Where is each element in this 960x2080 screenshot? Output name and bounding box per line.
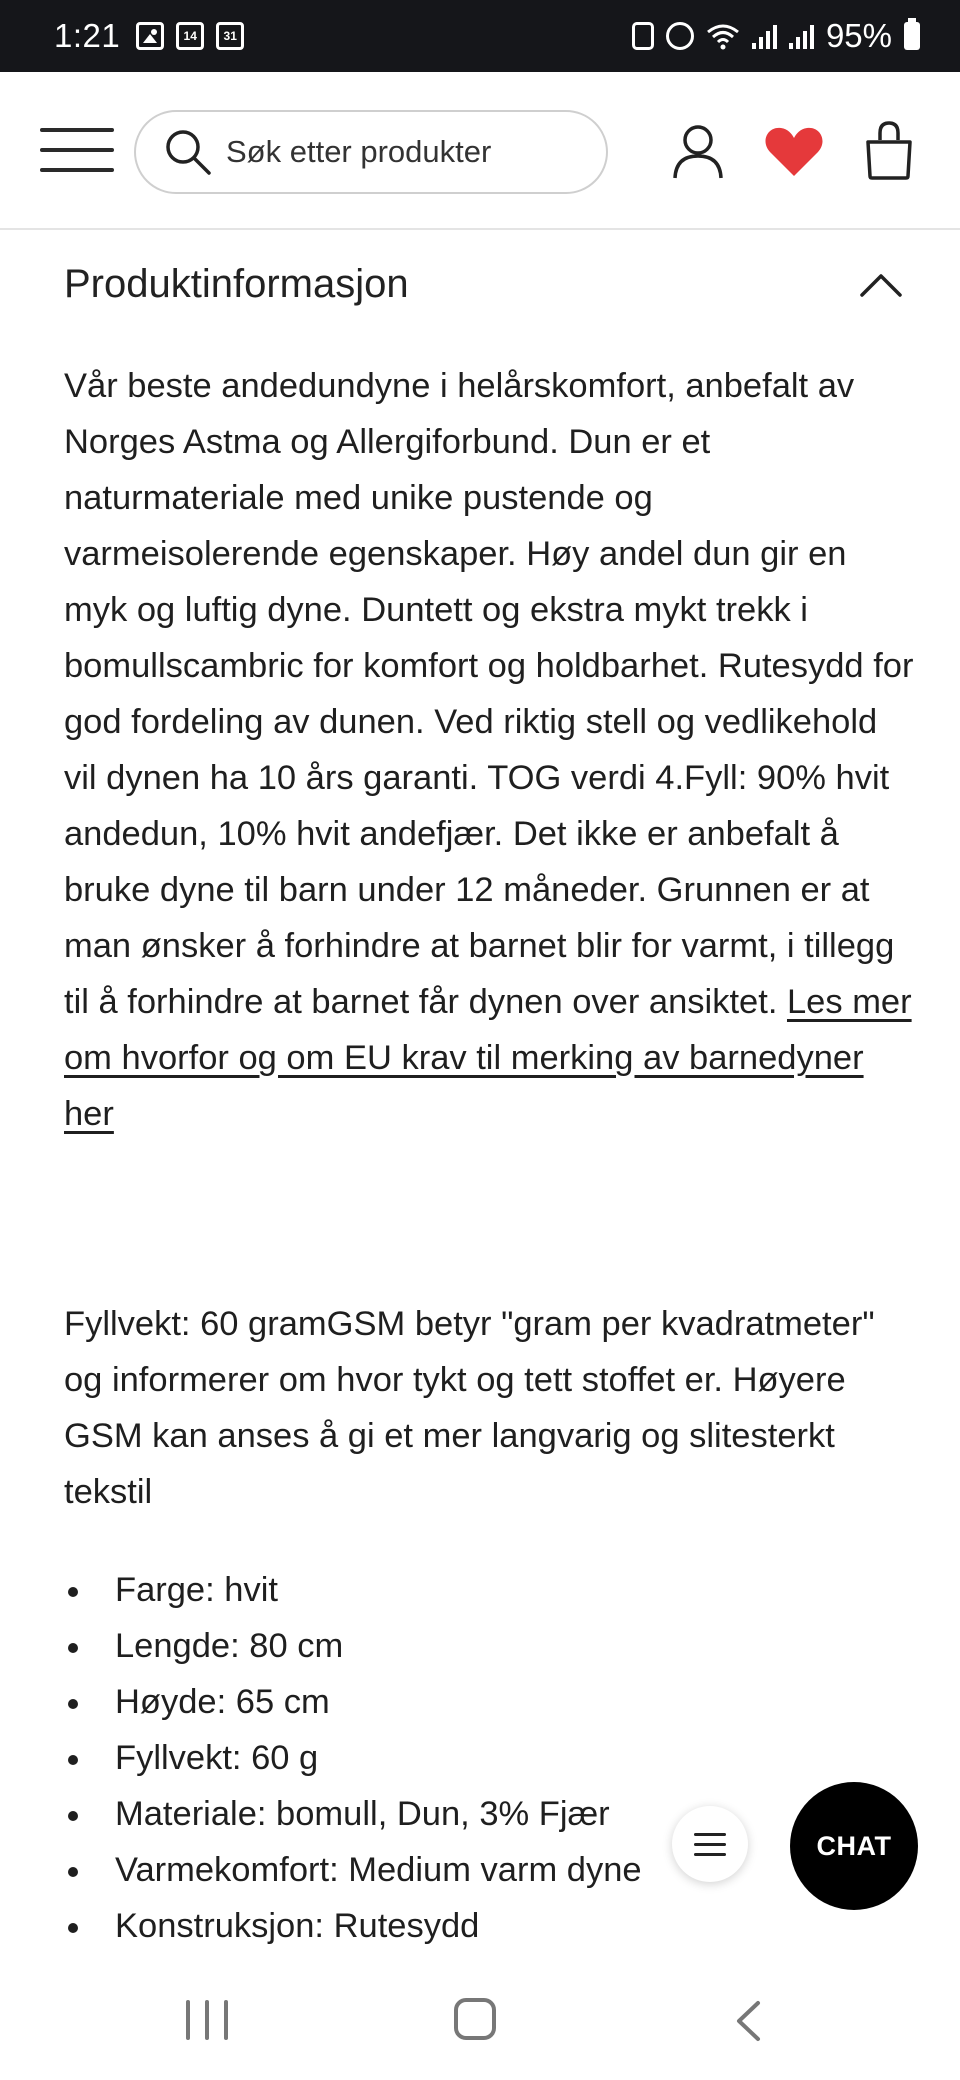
status-time: 1:21 [54, 17, 121, 54]
spec-list [64, 1562, 904, 1954]
fill-weight-description: Fyllvekt: 60 gramGSM betyr "gram per kvadratmeter" og informerer om hvor tykt og tett stoffet er. Høyere GSM kan anses å gi et mer langvarig og slitesterkt tekstil [64, 1305, 875, 1511]
signal-icon [752, 23, 777, 49]
battery-icon [904, 22, 920, 50]
spec-item-fill-weight: Fyllvekt: 60 g [64, 1730, 904, 1786]
product-description [64, 358, 914, 1142]
user-icon[interactable] [672, 124, 724, 180]
recents-icon[interactable] [186, 2000, 228, 2040]
eu-label-link[interactable]: Les mer om hvorfor og om EU krav til merking av barnedyner her [64, 983, 912, 1133]
chat-button[interactable]: CHAT [790, 1782, 918, 1910]
back-icon[interactable] [734, 2000, 762, 2042]
menu-icon[interactable] [40, 128, 114, 172]
spec-item-length: Lengde: 80 cm [64, 1618, 904, 1674]
heart-icon[interactable] [764, 126, 824, 178]
gallery-icon [136, 22, 164, 50]
section-title: Produktinformasjon [64, 261, 409, 306]
menu-icon [694, 1833, 726, 1836]
site-header [0, 72, 960, 230]
search-icon [164, 128, 212, 176]
search-input[interactable] [134, 110, 608, 194]
spec-item-construction: Konstruksjon: Rutesydd [64, 1898, 904, 1954]
signal-icon [789, 23, 814, 49]
spec-item-height: Høyde: 65 cm [64, 1674, 904, 1730]
battery-saver-icon [632, 22, 654, 50]
system-nav-bar [0, 1970, 960, 2080]
notification-icons [136, 22, 244, 50]
calendar-icon: 14 [176, 22, 204, 50]
spec-item-warmth: Varmekomfort: Medium varm dyne [64, 1842, 904, 1898]
status-bar [0, 0, 960, 72]
spec-item-color: Farge: hvit [64, 1562, 904, 1618]
battery-percent: 95% [825, 17, 892, 54]
wifi-icon [706, 22, 740, 50]
floating-menu-button[interactable] [672, 1806, 748, 1882]
system-icons [632, 17, 920, 55]
product-info-accordion[interactable] [64, 248, 904, 320]
spec-item-material: Materiale: bomull, Dun, 3% Fjær [64, 1786, 904, 1842]
bag-icon[interactable] [864, 120, 914, 180]
calendar-icon: 31 [216, 22, 244, 50]
search-placeholder: Søk etter produkter [226, 134, 492, 169]
chevron-up-icon[interactable] [858, 269, 904, 299]
home-icon[interactable] [454, 1998, 496, 2040]
alarm-icon [666, 22, 694, 50]
description-text: Vår beste andedundyne i helårskomfort, anbefalt av Norges Astma og Allergiforbund. Dun er et naturmateriale med unike pustende og varmeisolerende egenskaper. Høy andel dun gir en myk og luftig dyne. Duntett og ekstra mykt trekk i bomullscambric for komfort og holdbarhet. Rutesydd for god fordeling av dunen. Ved riktig stell og vedlikehold vil dynen ha 10 års garanti. TOG verdi 4.Fyll: 90% hvit andedun, 10% hvit andefjær. Det ikke er anbefalt å bruke dyne til barn under 12 måneder. Grunnen er at man ønsker å forhindre at barnet blir for varmt, i tillegg til å forhindre at barnet får dynen over ansiktet. [64, 367, 914, 1021]
